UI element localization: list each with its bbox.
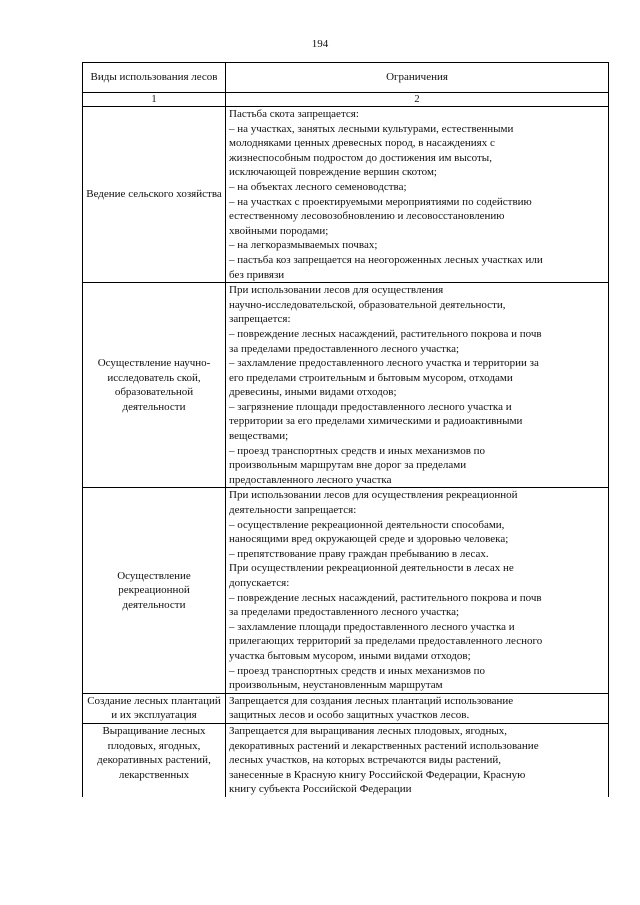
- text-line: – на легкоразмываемых почвах;: [229, 239, 378, 252]
- text-line: молодняками ценных древесных пород, в насаждениях с: [229, 137, 495, 150]
- text-line: Пастьба скота запрещается:: [229, 108, 359, 120]
- text-line: за пределами предоставленного лесного участка;: [229, 342, 460, 355]
- text-line: – захламление площади предоставленного лесного участка и: [229, 620, 515, 633]
- forest-use-type: Ведение сельского хозяйства: [83, 107, 226, 283]
- text-line: запрещается:: [229, 313, 291, 326]
- text-line: – на объектах лесного семеноводства;: [229, 180, 407, 193]
- column-number: 1: [83, 93, 226, 107]
- forest-use-type: Осуществление рекреационной деятельности: [83, 488, 226, 693]
- text-line: исключающей повреждение вершин скотом;: [229, 166, 437, 179]
- text-line: допускается:: [229, 577, 290, 589]
- header-restrictions: Ограничения: [226, 63, 609, 93]
- text-line: за пределами предоставленного лесного участка;: [229, 606, 460, 619]
- text-line: При использовании лесов для осуществления: [229, 284, 444, 297]
- forest-use-type: Создание лесных плантаций и их эксплуатация: [83, 693, 226, 723]
- text-line: его пределами строительным и бытовым мусором, отходами: [229, 371, 513, 384]
- text-line: предоставленного лесного участка: [229, 473, 392, 486]
- table-row: [83, 693, 609, 723]
- text-line: деятельности запрещается:: [229, 504, 357, 517]
- header-forest-use-types: Виды использования лесов: [83, 63, 226, 93]
- text-line: – пастьба коз запрещается на неогороженных лесных участках или: [229, 253, 543, 266]
- restriction-text: [226, 723, 609, 796]
- text-line: научно-исследовательской, образовательной деятельности,: [229, 298, 506, 311]
- text-line: прилегающих территорий за пределами предоставленного лесного: [229, 635, 543, 648]
- restriction-text: [226, 488, 609, 693]
- text-line: произвольным, неустановленным маршрутам: [229, 679, 443, 692]
- text-line: произвольным маршрутам вне дорог за пределами: [229, 459, 467, 472]
- forest-use-type: Выращивание лесных плодовых, ягодных, декоративных растений, лекарственных: [83, 723, 226, 796]
- table-row: [83, 723, 609, 796]
- text-line: При осуществлении рекреационной деятельности в лесах не: [229, 562, 514, 575]
- text-line: книгу субъекта Российской Федерации: [229, 783, 412, 796]
- text-line: защитных лесов и особо защитных участков лесов.: [229, 709, 470, 722]
- table-row: [83, 283, 609, 488]
- text-line: – повреждение лесных насаждений, растительного покрова и почв: [229, 591, 542, 604]
- table-row: [83, 107, 609, 283]
- restrictions-table: [82, 62, 609, 797]
- restriction-text: [226, 693, 609, 723]
- text-line: естественному лесовозобновлению и лесовосстановлению: [229, 210, 505, 223]
- text-line: – повреждение лесных насаждений, растительного покрова и почв: [229, 327, 542, 340]
- text-line: веществами;: [229, 430, 289, 443]
- text-line: – осуществление рекреационной деятельности способами,: [229, 518, 505, 531]
- text-line: без привязи: [229, 268, 285, 281]
- text-line: жизнеспособным подростом до достижения им высоты,: [229, 151, 492, 164]
- text-line: – на участках с проектируемыми мероприятиями по содействию: [229, 195, 532, 208]
- text-line: – препятствование праву граждан пребыванию в лесах.: [229, 547, 489, 560]
- forest-use-type: Осуществление научно-исследователь ской, образовательной деятельности: [83, 283, 226, 488]
- text-line: Запрещается для выращивания лесных плодовых, ягодных,: [229, 724, 508, 737]
- text-line: декоративных растений и лекарственных растений использование: [229, 739, 539, 752]
- text-line: занесенные в Красную книгу Российской Федерации, Красную: [229, 768, 526, 781]
- text-line: территории за его пределами химическими и радиоактивными: [229, 415, 523, 428]
- text-line: – проезд транспортных средств и иных механизмов по: [229, 444, 486, 457]
- column-number: 2: [226, 93, 609, 107]
- text-line: При использовании лесов для осуществления рекреационной: [229, 489, 518, 502]
- text-line: – загрязнение площади предоставленного лесного участка и: [229, 400, 512, 413]
- page-number: 194: [311, 38, 329, 50]
- text-line: лесных участков, на которых встречаются виды растений,: [229, 754, 501, 767]
- text-line: – на участках, занятых лесными культурами, естественными: [229, 122, 514, 135]
- restriction-text: [226, 107, 609, 283]
- text-line: участка бытовым мусором, иными видами отходов;: [229, 649, 471, 662]
- text-line: наносящими вред окружающей среде и здоровью человека;: [229, 533, 509, 546]
- text-line: хвойными породами;: [229, 224, 329, 237]
- restriction-text: [226, 283, 609, 488]
- table-row: [83, 488, 609, 693]
- text-line: – проезд транспортных средств и иных механизмов по: [229, 664, 486, 677]
- text-line: Запрещается для создания лесных плантаций использование: [229, 694, 514, 707]
- text-line: – захламление предоставленного лесного участка и территории за: [229, 357, 539, 370]
- text-line: древесины, иными видами отходов;: [229, 386, 397, 399]
- header-row: [83, 63, 609, 93]
- column-numbers-row: [83, 93, 609, 107]
